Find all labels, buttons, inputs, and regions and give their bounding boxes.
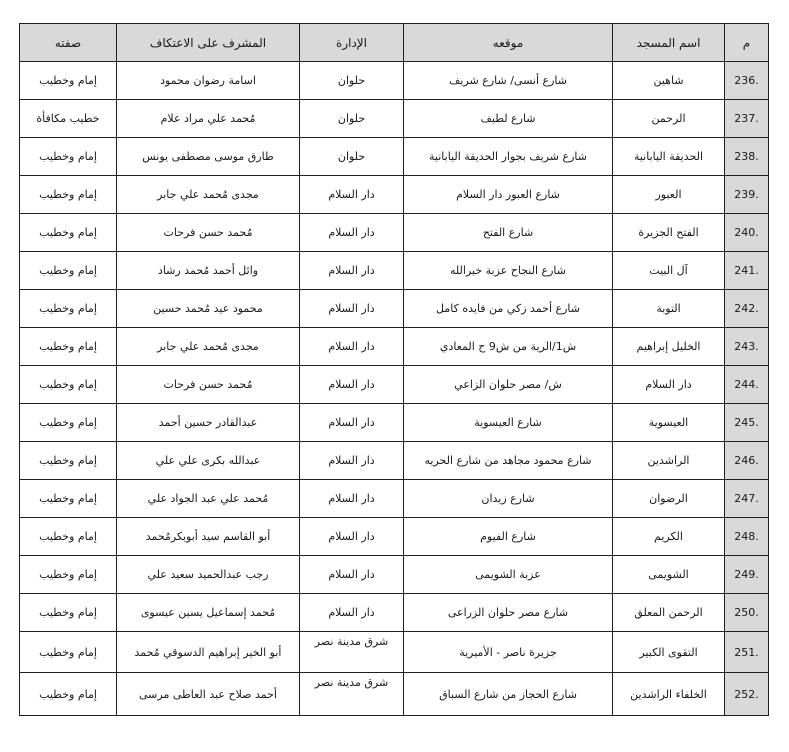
administration: حلوان [300, 62, 404, 100]
row-number: .241 [725, 252, 769, 290]
table-header-row [20, 24, 769, 62]
row-number: .240 [725, 214, 769, 252]
mosque-name: الخلفاء الراشدين [613, 673, 725, 716]
mosque-name: الفتح الجزيرة [613, 214, 725, 252]
row-number: .247 [725, 480, 769, 518]
table-row [20, 252, 769, 290]
supervisor-name: أبو القاسم سيد أبوبكرمُحمد [117, 518, 300, 556]
supervisor-role: إمام وخطيب [20, 594, 117, 632]
table-row [20, 404, 769, 442]
mosque-name: الشويمى [613, 556, 725, 594]
administration: دار السلام [300, 176, 404, 214]
supervisor-role: إمام وخطيب [20, 252, 117, 290]
mosque-location: شارع شريف بجوار الحديقة اليابانية [404, 138, 613, 176]
supervisor-role: إمام وخطيب [20, 673, 117, 716]
mosque-location: ش/ مصر حلوان الزاعي [404, 366, 613, 404]
mosque-location: شارع محمود مجاهد من شارع الحريه [404, 442, 613, 480]
row-number: .246 [725, 442, 769, 480]
mosque-location: جزيرة ناصر - الأميرية [404, 632, 613, 673]
table-row [20, 214, 769, 252]
row-number: .236 [725, 62, 769, 100]
supervisor-role: خطيب مكافأة [20, 100, 117, 138]
administration: دار السلام [300, 442, 404, 480]
administration: دار السلام [300, 556, 404, 594]
mosque-name: الحديقة اليابانية [613, 138, 725, 176]
supervisor-name: طارق موسى مصطفى يونس [117, 138, 300, 176]
supervisor-role: إمام وخطيب [20, 632, 117, 673]
mosque-location: عزبة الشويمى [404, 556, 613, 594]
row-number: .250 [725, 594, 769, 632]
mosque-name: التوبة [613, 290, 725, 328]
table-row [20, 556, 769, 594]
administration: حلوان [300, 138, 404, 176]
administration: شرق مدينة نصر [300, 632, 404, 673]
administration: دار السلام [300, 366, 404, 404]
header-role: صفته [20, 24, 117, 62]
mosque-location: شارع أحمد زكي من فايده كامل [404, 290, 613, 328]
supervisor-name: اسامة رضوان محمود [117, 62, 300, 100]
itikaf-mosques-table [19, 23, 769, 716]
table-row [20, 328, 769, 366]
supervisor-name: عبدالله بكرى علي علي [117, 442, 300, 480]
supervisor-name: أبو الخير إبراهيم الدسوقي مُحمد [117, 632, 300, 673]
header-num: م [725, 24, 769, 62]
table-row [20, 100, 769, 138]
mosque-name: العيسوية [613, 404, 725, 442]
table-row [20, 594, 769, 632]
table-row [20, 138, 769, 176]
supervisor-name: مُحمد حسن فرحات [117, 214, 300, 252]
mosque-location: شارع النجاح عزبة خيرالله [404, 252, 613, 290]
supervisor-name: مُحمد علي عبد الجواد علي [117, 480, 300, 518]
row-number: .237 [725, 100, 769, 138]
row-number: .239 [725, 176, 769, 214]
table-row [20, 62, 769, 100]
supervisor-name: أحمد صلاح عبد العاطى مرسى [117, 673, 300, 716]
supervisor-role: إمام وخطيب [20, 556, 117, 594]
mosque-name: دار السلام [613, 366, 725, 404]
header-administration: الإدارة [300, 24, 404, 62]
table-row [20, 673, 769, 716]
mosque-name: العبور [613, 176, 725, 214]
mosque-location: شارع العيسوية [404, 404, 613, 442]
supervisor-name: مجدى مُحمد علي جابر [117, 328, 300, 366]
supervisor-role: إمام وخطيب [20, 518, 117, 556]
mosque-name: الرحمن المعلق [613, 594, 725, 632]
supervisor-role: إمام وخطيب [20, 404, 117, 442]
administration: دار السلام [300, 290, 404, 328]
mosque-name: التقوى الكبير [613, 632, 725, 673]
mosque-name: الخليل إبراهيم [613, 328, 725, 366]
supervisor-role: إمام وخطيب [20, 62, 117, 100]
mosque-name: الرضوان [613, 480, 725, 518]
administration: شرق مدينة نصر [300, 673, 404, 716]
supervisor-role: إمام وخطيب [20, 138, 117, 176]
row-number: .244 [725, 366, 769, 404]
mosque-name: آل البيت [613, 252, 725, 290]
administration: دار السلام [300, 518, 404, 556]
table-row [20, 518, 769, 556]
mosque-location: شارع الفتح [404, 214, 613, 252]
mosque-location: ش1/الرية من ش9 ح المعادي [404, 328, 613, 366]
mosque-location: شارع لطيف [404, 100, 613, 138]
mosque-location: شارع الفيوم [404, 518, 613, 556]
table-row [20, 632, 769, 673]
supervisor-role: إمام وخطيب [20, 442, 117, 480]
administration: دار السلام [300, 214, 404, 252]
header-mosque-name: اسم المسجد [613, 24, 725, 62]
supervisor-role: إمام وخطيب [20, 214, 117, 252]
administration: حلوان [300, 100, 404, 138]
supervisor-name: وائل أحمد مُحمد رشاد [117, 252, 300, 290]
row-number: .249 [725, 556, 769, 594]
row-number: .242 [725, 290, 769, 328]
mosque-location: شارع العبور دار السلام [404, 176, 613, 214]
administration: دار السلام [300, 252, 404, 290]
header-supervisor: المشرف على الاعتكاف [117, 24, 300, 62]
table-row [20, 442, 769, 480]
table-row [20, 290, 769, 328]
header-location: موقعه [404, 24, 613, 62]
row-number: .238 [725, 138, 769, 176]
supervisor-name: محمود عيد مُحمد حسين [117, 290, 300, 328]
administration: دار السلام [300, 404, 404, 442]
row-number: .251 [725, 632, 769, 673]
table-row [20, 176, 769, 214]
supervisor-role: إمام وخطيب [20, 290, 117, 328]
mosque-location: شارع مصر حلوان الزراعى [404, 594, 613, 632]
supervisor-name: عبدالقادر حسين أحمد [117, 404, 300, 442]
mosque-name: الكريم [613, 518, 725, 556]
row-number: .243 [725, 328, 769, 366]
supervisor-name: مُحمد إسماعيل يسين عيسوى [117, 594, 300, 632]
table-row [20, 480, 769, 518]
row-number: .245 [725, 404, 769, 442]
table-row [20, 366, 769, 404]
mosque-name: شاهين [613, 62, 725, 100]
supervisor-name: مُحمد حسن فرحات [117, 366, 300, 404]
supervisor-role: إمام وخطيب [20, 480, 117, 518]
administration: دار السلام [300, 480, 404, 518]
supervisor-role: إمام وخطيب [20, 176, 117, 214]
supervisor-role: إمام وخطيب [20, 328, 117, 366]
mosque-location: شارع الحجاز من شارع السباق [404, 673, 613, 716]
administration: دار السلام [300, 328, 404, 366]
administration: دار السلام [300, 594, 404, 632]
row-number: .252 [725, 673, 769, 716]
mosque-name: الرحمن [613, 100, 725, 138]
supervisor-role: إمام وخطيب [20, 366, 117, 404]
supervisor-name: رجب عبدالحميد سعيد علي [117, 556, 300, 594]
row-number: .248 [725, 518, 769, 556]
mosque-location: شارع أنسى/ شارع شريف [404, 62, 613, 100]
mosque-name: الراشدين [613, 442, 725, 480]
supervisor-name: مُحمد علي مراد علام [117, 100, 300, 138]
supervisor-name: مجدى مُحمد علي جابر [117, 176, 300, 214]
mosque-location: شارع زيدان [404, 480, 613, 518]
